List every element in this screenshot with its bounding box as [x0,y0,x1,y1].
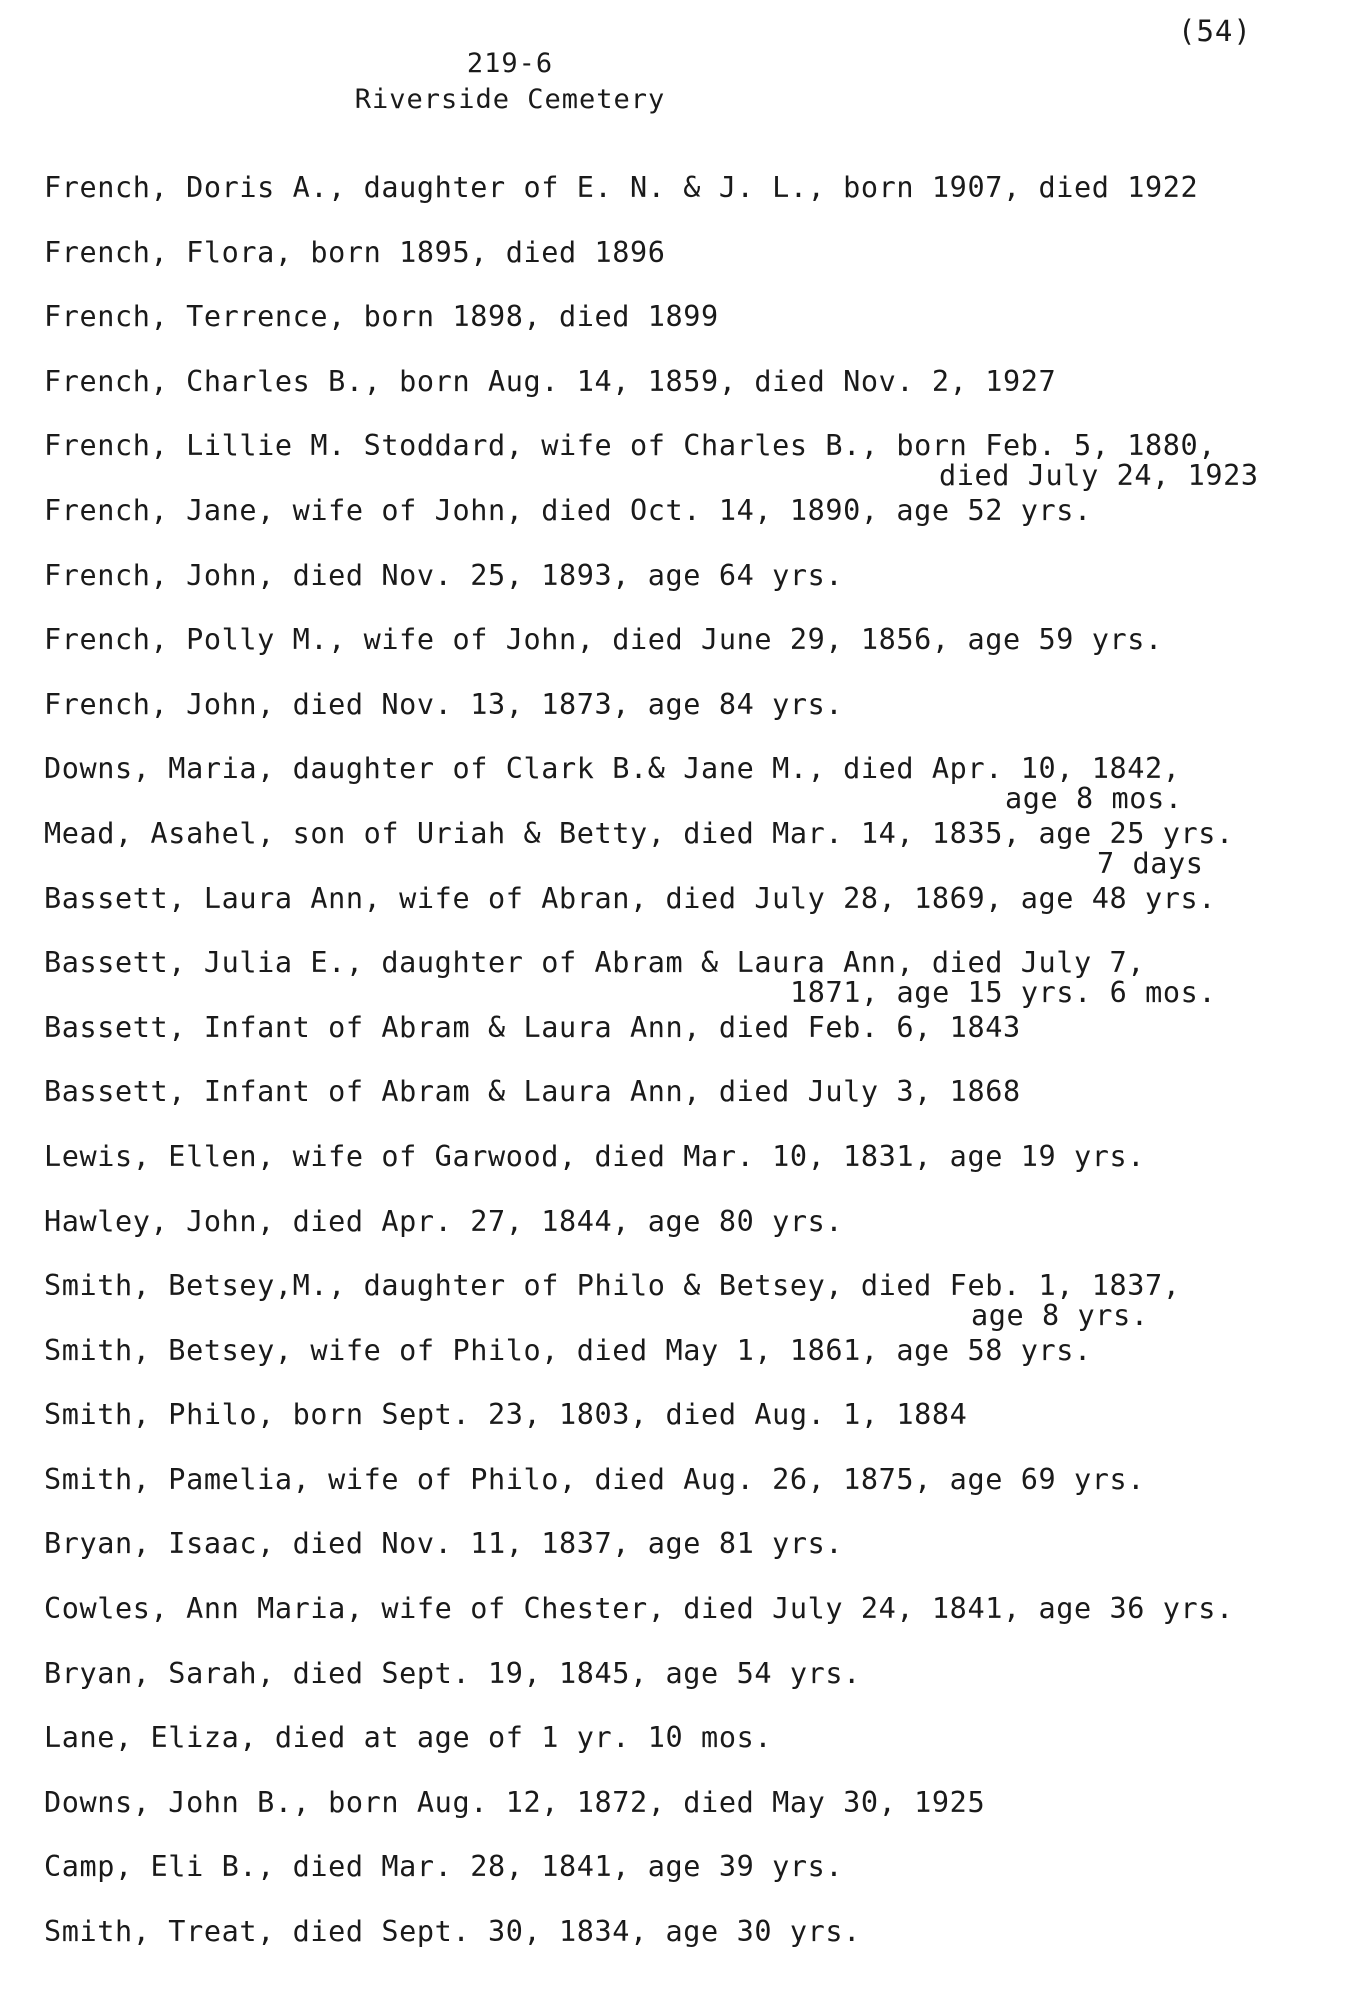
burial-record [44,1397,1354,1462]
burial-record [44,1591,1354,1656]
record-text: French, Charles B., born Aug. 14, 1859, died Nov. 2, 1927 [44,364,1057,398]
record-text: Bassett, Infant of Abram & Laura Ann, died July 3, 1868 [44,1075,1021,1109]
record-code: 219-6 [466,48,554,79]
record-text: Mead, Asahel, son of Uriah & Betty, died Mar. 14, 1835, age 25 yrs. [44,816,1234,850]
record-text: French, John, died Nov. 13, 1873, age 84 yrs. [44,687,844,721]
burial-record [44,170,1354,235]
record-text: Lane, Eliza, died at age of 1 yr. 10 mos. [44,1721,773,1755]
burial-record [44,1526,1354,1591]
record-text: Smith, Betsey,M., daughter of Philo & Betsey, died Feb. 1, 1837, [44,1269,1181,1303]
burial-record [44,1074,1354,1139]
record-text: French, John, died Nov. 25, 1893, age 64 yrs. [44,558,844,592]
record-continuation: age 8 yrs. [971,1299,1149,1333]
record-text: French, Flora, born 1895, died 1896 [44,235,666,269]
record-text: Downs, Maria, daughter of Clark B.& Jane M., died Apr. 10, 1842, [44,752,1181,786]
record-text: French, Doris A., daughter of E. N. & J. L., born 1907, died 1922 [44,171,1199,204]
burial-record [44,558,1354,623]
record-text: Bassett, Laura Ann, wife of Abran, died July 28, 1869, age 48 yrs. [44,881,1217,915]
record-continuation: age 8 mos. [1005,782,1183,816]
burial-record [44,751,1354,816]
burial-record [44,1656,1354,1721]
burial-record [44,881,1354,946]
record-text: Hawley, John, died Apr. 27, 1844, age 80 yrs. [44,1204,844,1238]
record-text: Smith, Philo, born Sept. 23, 1803, died Aug. 1, 1884 [44,1398,968,1432]
burial-record [44,1720,1354,1785]
burial-record [44,1914,1354,1979]
record-text: Bryan, Sarah, died Sept. 19, 1845, age 54 yrs. [44,1656,861,1690]
burial-record [44,1010,1354,1075]
record-text: Bassett, Julia E., daughter of Abram & Laura Ann, died July 7, [44,946,1146,980]
record-continuation: 1871, age 15 yrs. 6 mos. [790,976,1217,1010]
burial-record [44,1268,1354,1333]
burial-record [44,1204,1354,1269]
record-continuation: died July 24, 1923 [939,459,1259,493]
record-text: French, Jane, wife of John, died Oct. 14, 1890, age 52 yrs. [44,493,1092,527]
record-text: French, Polly M., wife of John, died June 29, 1856, age 59 yrs. [44,623,1163,657]
burial-record [44,1462,1354,1527]
record-text: Bryan, Isaac, died Nov. 11, 1837, age 81 yrs. [44,1527,844,1561]
record-continuation: 7 days [1097,846,1204,880]
record-text: Downs, John B., born Aug. 12, 1872, died May 30, 1925 [44,1785,986,1819]
record-text: Lewis, Ellen, wife of Garwood, died Mar. 10, 1831, age 19 yrs. [44,1139,1146,1173]
burial-record-list [44,170,1354,1979]
document-header [0,46,1020,118]
record-text: Smith, Pamelia, wife of Philo, died Aug. 26, 1875, age 69 yrs. [44,1462,1146,1496]
burial-record [44,1849,1354,1914]
burial-record [44,1785,1354,1850]
burial-record [44,364,1354,429]
record-text: Smith, Treat, died Sept. 30, 1834, age 30 yrs. [44,1915,861,1949]
record-text: Cowles, Ann Maria, wife of Chester, died July 24, 1841, age 36 yrs. [44,1592,1234,1626]
cemetery-title: Riverside Cemetery [354,84,666,115]
burial-record [44,1333,1354,1398]
burial-record [44,816,1354,881]
page-number: (54) [1178,14,1252,48]
burial-record [44,687,1354,752]
burial-record [44,299,1354,364]
burial-record [44,493,1354,558]
burial-record [44,622,1354,687]
burial-record [44,428,1354,493]
burial-record [44,945,1354,1010]
record-text: Camp, Eli B., died Mar. 28, 1841, age 39 yrs. [44,1850,844,1884]
burial-record [44,235,1354,300]
burial-record [44,1139,1354,1204]
record-text: Smith, Betsey, wife of Philo, died May 1, 1861, age 58 yrs. [44,1333,1092,1367]
record-text: French, Terrence, born 1898, died 1899 [44,300,719,334]
record-text: Bassett, Infant of Abram & Laura Ann, died Feb. 6, 1843 [44,1010,1021,1044]
record-text: French, Lillie M. Stoddard, wife of Charles B., born Feb. 5, 1880, [44,429,1217,463]
